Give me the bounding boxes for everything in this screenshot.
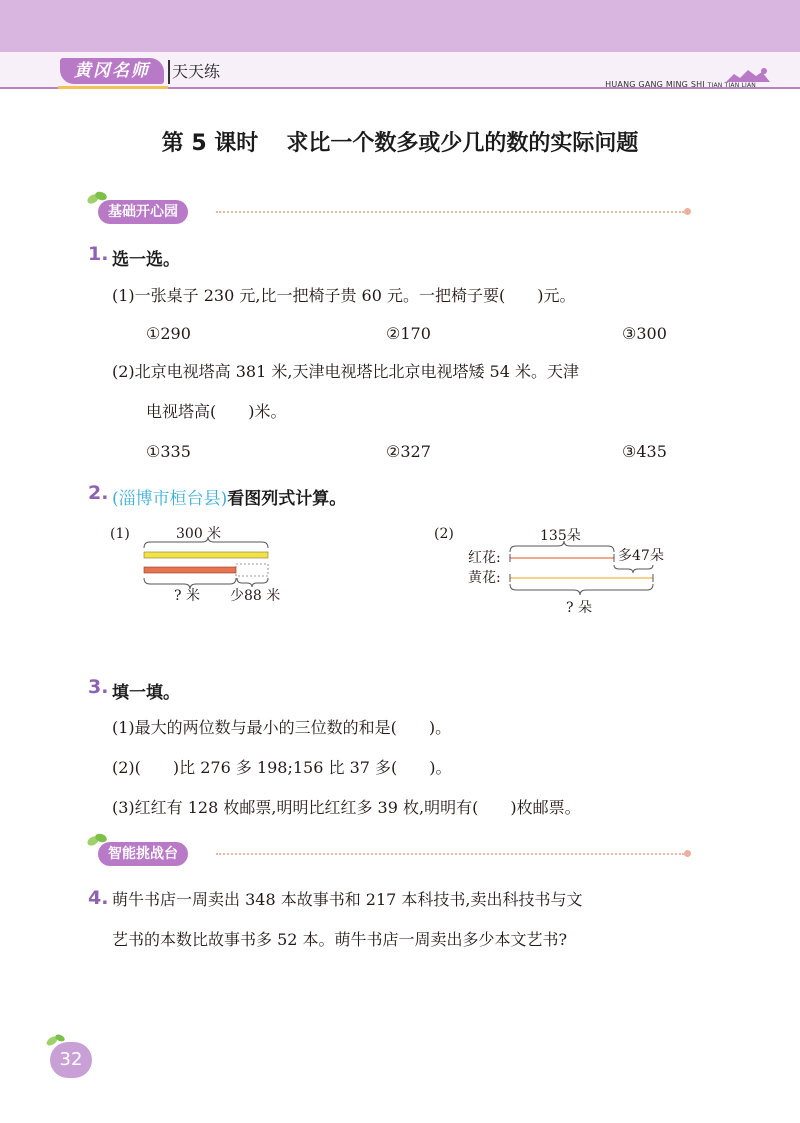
brand-underline <box>58 86 168 89</box>
diagram-1-bar-yellow <box>144 552 268 558</box>
diagram-2-total-label: 135朵 <box>540 528 581 544</box>
diagram-2 <box>434 520 684 620</box>
diagram-2-yellow-label: 黄花: <box>468 570 501 586</box>
q3-number: 3. <box>88 676 109 698</box>
q1-part2-text-line2: 电视塔高( )米。 <box>146 402 287 421</box>
q4-line-2: 艺书的本数比故事书多 52 本。萌牛书店一周卖出多少本文艺书? <box>112 930 568 949</box>
brand-logo: 黄冈名师 <box>60 58 164 84</box>
diagram-1-diff-brace <box>237 578 268 587</box>
q2-number: 2. <box>88 482 109 504</box>
diagram-1-bar-red <box>144 567 236 573</box>
q1-part2-option-1: ①335 <box>146 442 191 461</box>
q3-title: 填一填。 <box>112 683 180 703</box>
q1-part2-option-2: ②327 <box>386 442 431 461</box>
diagram-1-label: (1) <box>110 526 130 542</box>
lesson-number: 第 5 课时 <box>161 131 259 156</box>
q1-part1-option-3: ③300 <box>622 324 667 343</box>
q4-number: 4. <box>88 887 109 909</box>
q1-number: 1. <box>88 243 109 265</box>
lesson-topic: 求比一个数多或少几的数的实际问题 <box>286 131 639 156</box>
series-name: 天天练 <box>172 62 221 81</box>
q3-line-2: (2)( )比 276 多 198;156 比 37 多( )。 <box>112 758 452 777</box>
section-basic: 基础开心园 <box>98 200 188 224</box>
section-divider <box>216 853 684 855</box>
hills-icon <box>726 66 770 82</box>
q1-part1-option-2: ②170 <box>386 324 431 343</box>
diagram-2-diff-brace <box>614 565 653 573</box>
q3-line-3: (3)红红有 128 枚邮票,明明比红红多 39 枚,明明有( )枚邮票。 <box>112 798 581 817</box>
diagram-2-more-label: 多47朵 <box>618 548 664 564</box>
q4-line-1: 萌牛书店一周卖出 348 本故事书和 217 本科技书,卖出科技书与文 <box>112 890 583 909</box>
diagram-1-question: ? 米 <box>174 588 200 604</box>
q3-line-1: (1)最大的两位数与最小的三位数的和是( )。 <box>112 718 452 737</box>
section-challenge: 智能挑战台 <box>98 842 188 866</box>
diagram-2-question: ? 朵 <box>566 600 592 616</box>
divider-end-dot <box>684 850 691 857</box>
diagram-1-less-label: 少88 米 <box>230 588 281 604</box>
q1-part1-option-1: ①290 <box>146 324 191 343</box>
q1-part1-text: (1)一张桌子 230 元,比一把椅子贵 60 元。一把椅子要( )元。 <box>112 286 576 305</box>
q2-title <box>112 484 346 509</box>
diagram-2-red-label: 红花: <box>468 550 501 566</box>
q1-title: 选一选。 <box>112 250 180 270</box>
q1-part2-option-3: ③435 <box>622 442 667 461</box>
divider-end-dot <box>684 208 691 215</box>
diagram-1-dashed-box <box>236 564 268 576</box>
pinyin-main: HUANG GANG MING SHI <box>605 80 705 89</box>
pinyin-small: TIAN TIAN LIAN <box>707 82 756 89</box>
lesson-title <box>0 126 800 157</box>
diagram-2-bottom-brace <box>510 584 653 595</box>
series-divider <box>168 60 170 84</box>
diagram-2-label: (2) <box>434 526 454 542</box>
section-divider <box>216 211 684 213</box>
diagram-1-total-label: 300 米 <box>176 526 222 542</box>
diagram-1 <box>110 520 310 610</box>
q2-instruction: 看图列式计算。 <box>227 489 347 509</box>
q1-part2-text-line1: (2)北京电视塔高 381 米,天津电视塔比北京电视塔矮 54 米。天津 <box>112 362 579 381</box>
page-number: 32 <box>50 1042 92 1078</box>
q2-source: (淄博市桓台县) <box>112 489 228 509</box>
